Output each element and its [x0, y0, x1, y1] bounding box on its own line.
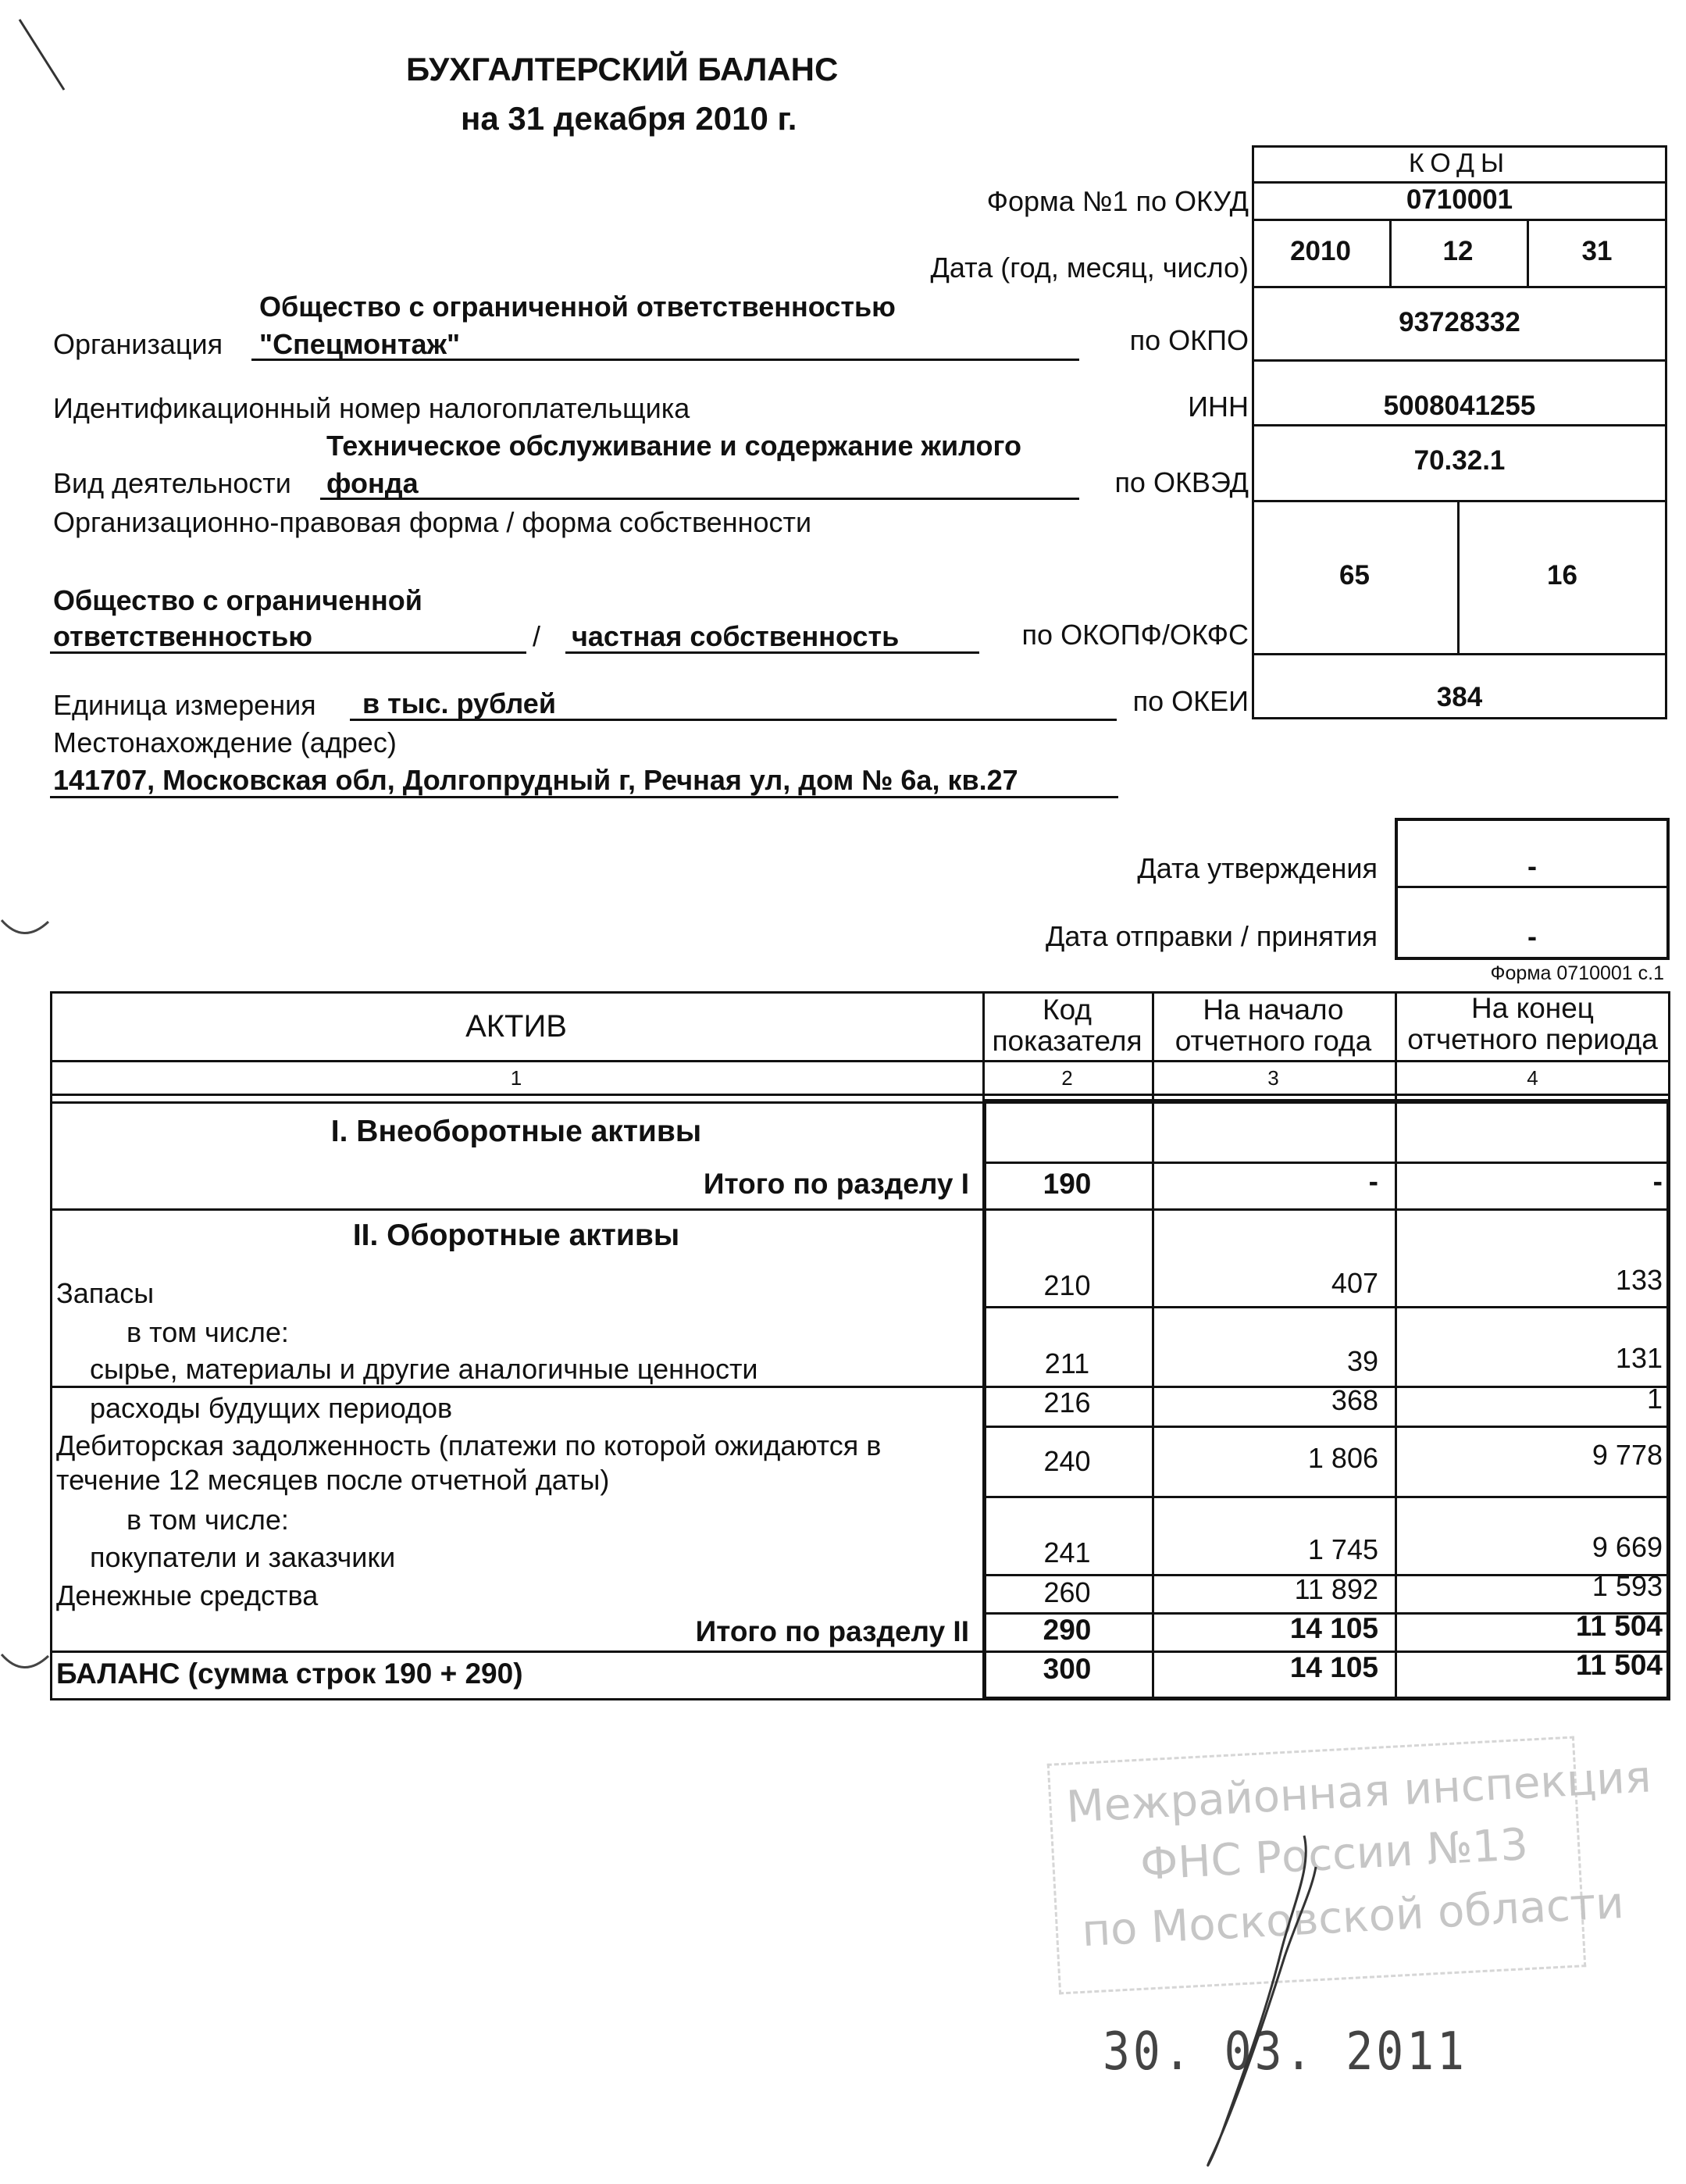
- org-label: Организация: [53, 328, 223, 360]
- total-2-code: 290: [1043, 1614, 1092, 1646]
- ownership-form: частная собственность: [572, 620, 900, 652]
- okved-value: 70.32.1: [1413, 445, 1506, 476]
- row-label-cont: течение 12 месяцев после отчетной даты): [56, 1464, 610, 1496]
- col-header-code-l2: показателя: [992, 1025, 1142, 1057]
- okopf-value: 65: [1339, 560, 1370, 591]
- okpo-value: 93728332: [1399, 307, 1520, 337]
- approval-date-value: -: [1527, 850, 1537, 882]
- total-1-label: Итого по разделу I: [703, 1168, 969, 1200]
- punch-hole-mark: [0, 906, 55, 953]
- page-title: БУХГАЛТЕРСКИЙ БАЛАНС: [406, 51, 839, 87]
- address-value: 141707, Московская обл, Долгопрудный г, Речная ул, дом № 6а, кв.27: [53, 764, 1018, 796]
- stamp-line1: Межрайонная инспекция: [1064, 1751, 1652, 1833]
- row-label: в том числе:: [127, 1504, 289, 1536]
- col-number-2: 2: [1061, 1066, 1073, 1090]
- total-2-end: 11 504: [1575, 1610, 1663, 1642]
- row-code: 216: [1043, 1386, 1091, 1419]
- total-2-label: Итого по разделу II: [695, 1615, 969, 1647]
- stamp-line3: по Московской области: [1080, 1877, 1626, 1957]
- col-header-asset: АКТИВ: [465, 1009, 567, 1044]
- stamp-line2: ФНС России №13: [1139, 1819, 1530, 1890]
- row-label: Денежные средства: [56, 1579, 319, 1611]
- row-code: 241: [1043, 1536, 1091, 1568]
- inn-label: Идентификационный номер налогоплательщика: [53, 392, 690, 424]
- col-number-1: 1: [510, 1066, 522, 1090]
- total-1-code: 190: [1043, 1168, 1092, 1200]
- col-number-4: 4: [1527, 1066, 1538, 1090]
- sent-date-value: -: [1527, 920, 1537, 952]
- org-name-line1: Общество с ограниченной ответственностью: [259, 291, 896, 323]
- col-header-code-l1: Код: [1043, 994, 1092, 1026]
- date-day: 31: [1581, 236, 1613, 266]
- legal-form-label: Организационно-правовая форма / форма собственности: [53, 506, 812, 538]
- row-end: 1: [1646, 1383, 1663, 1415]
- unit-value: в тыс. рублей: [362, 687, 556, 719]
- row-label: Запасы: [56, 1277, 155, 1309]
- date-label: Дата (год, месяц, число): [930, 252, 1249, 284]
- sent-date-label: Дата отправки / принятия: [1045, 920, 1378, 952]
- okpo-label: по ОКПО: [1129, 324, 1249, 356]
- section-1-title: I. Внеоборотные активы: [330, 1115, 702, 1148]
- row-start: 407: [1331, 1267, 1378, 1299]
- row-end: 1 593: [1592, 1570, 1663, 1602]
- punch-hole-mark: [0, 1640, 55, 1687]
- row-label: в том числе:: [127, 1316, 289, 1348]
- balance-label: БАЛАНС (сумма строк 190 + 290): [56, 1658, 523, 1690]
- section-2-title: II. Оборотные активы: [352, 1219, 680, 1252]
- okfs-value: 16: [1547, 560, 1577, 591]
- activity-line2: фонда: [326, 467, 419, 499]
- okei-label: по ОКЕИ: [1132, 685, 1249, 717]
- row-start: 11 892: [1294, 1573, 1378, 1605]
- total-2-start: 14 105: [1289, 1612, 1378, 1644]
- activity-label: Вид деятельности: [53, 467, 291, 499]
- row-start: 1 806: [1307, 1442, 1378, 1474]
- legal-form-line1: Общество с ограниченной: [53, 584, 422, 616]
- col-header-start-l1: На начало: [1203, 994, 1344, 1026]
- form-note: Форма 0710001 с.1: [1490, 962, 1664, 984]
- balance-end: 11 504: [1575, 1649, 1663, 1681]
- codes-box: [1252, 145, 1667, 719]
- row-label: сырье, материалы и другие аналогичные ценности: [90, 1353, 758, 1385]
- row-end: 9 778: [1592, 1439, 1663, 1471]
- row-code: 210: [1043, 1269, 1091, 1301]
- balance-code: 300: [1043, 1653, 1092, 1685]
- address-label: Местонахождение (адрес): [53, 726, 397, 758]
- col-header-start-l2: отчетного года: [1174, 1025, 1372, 1057]
- row-label: Дебиторская задолженность (платежи по которой ожидаются в: [56, 1429, 882, 1461]
- inn-value: 5008041255: [1383, 391, 1536, 421]
- codes-header: КОДЫ: [1408, 148, 1511, 178]
- okopf-label: по ОКОПФ/ОКФС: [1021, 619, 1249, 651]
- total-1-start: -: [1368, 1165, 1378, 1197]
- row-end: 9 669: [1592, 1531, 1663, 1563]
- signature: [1187, 1820, 1359, 2179]
- inn-code-label: ИНН: [1188, 391, 1249, 423]
- col-header-end-l2: отчетного периода: [1407, 1023, 1658, 1055]
- row-start: 1 745: [1307, 1533, 1378, 1565]
- okei-value: 384: [1436, 682, 1483, 712]
- row-end: 131: [1615, 1342, 1663, 1374]
- okud-value: 0710001: [1406, 184, 1513, 215]
- org-name-line2: "Спецмонтаж": [259, 328, 461, 360]
- corner-mark: [16, 16, 70, 94]
- legal-form-line2: ответственностью: [53, 620, 312, 652]
- approval-date-label: Дата утверждения: [1137, 852, 1378, 884]
- row-start: 39: [1346, 1345, 1378, 1377]
- okved-label: по ОКВЭД: [1114, 466, 1249, 498]
- page-subtitle: на 31 декабря 2010 г.: [461, 100, 797, 137]
- stamp-date: 30. 03. 2011: [1103, 2020, 1468, 2082]
- balance-start: 14 105: [1289, 1651, 1378, 1683]
- row-label: покупатели и заказчики: [90, 1541, 396, 1573]
- legal-form-slash: /: [533, 620, 541, 652]
- row-code: 211: [1044, 1347, 1090, 1379]
- total-1-end: -: [1652, 1165, 1663, 1197]
- date-month: 12: [1442, 236, 1474, 266]
- row-start: 368: [1331, 1384, 1378, 1416]
- col-number-3: 3: [1267, 1066, 1279, 1090]
- unit-label: Единица измерения: [53, 689, 316, 721]
- row-label: расходы будущих периодов: [90, 1392, 453, 1424]
- row-code: 240: [1043, 1445, 1091, 1477]
- activity-line1: Техническое обслуживание и содержание жилого: [326, 430, 1022, 462]
- okud-label: Форма №1 по ОКУД: [986, 185, 1249, 217]
- row-code: 260: [1043, 1576, 1091, 1608]
- row-end: 133: [1615, 1264, 1663, 1296]
- col-header-end-l1: На конец: [1471, 992, 1594, 1024]
- date-year: 2010: [1290, 236, 1351, 266]
